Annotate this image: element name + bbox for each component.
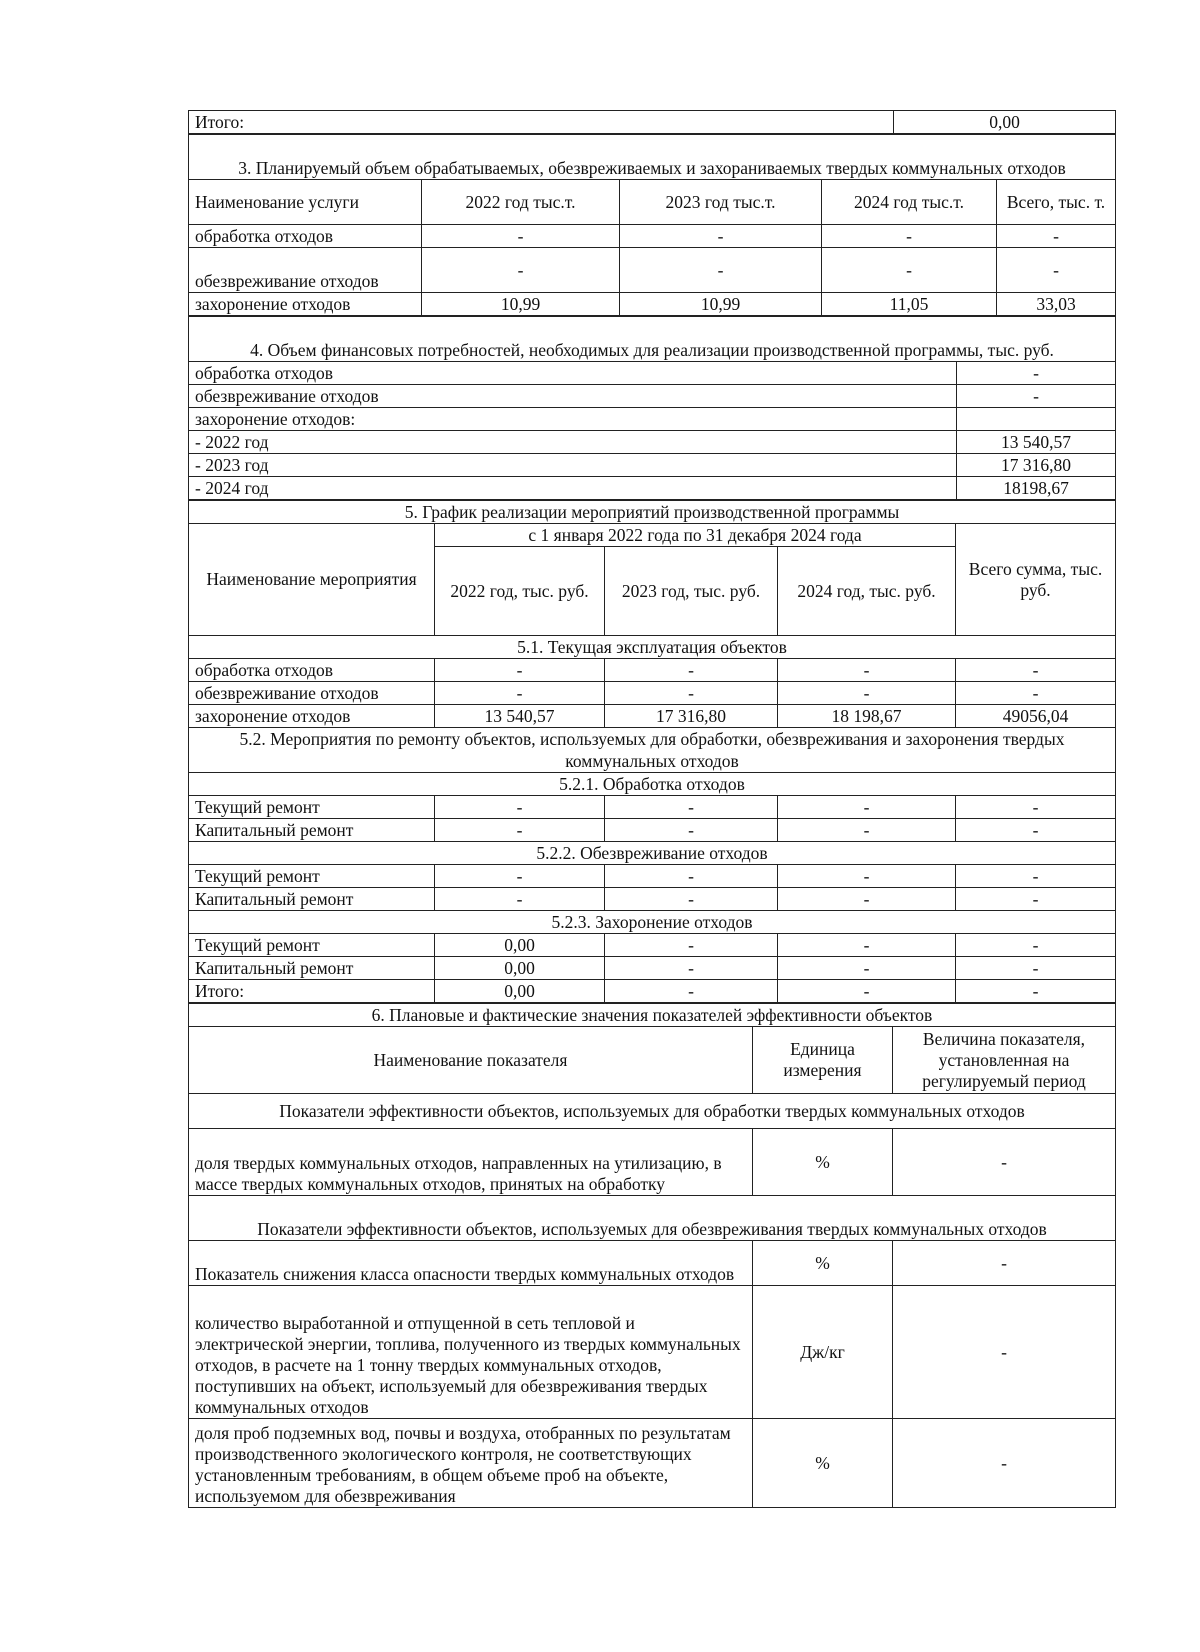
- table-row: [189, 957, 1116, 980]
- value-2023: -: [605, 980, 778, 1003]
- table-row: [189, 1241, 1116, 1286]
- value-2023: -: [620, 225, 822, 248]
- value-2024: -: [778, 957, 956, 980]
- section6-header-indicator: Наименование показателя: [189, 1027, 753, 1094]
- indicator-unit: %: [753, 1129, 893, 1196]
- value-2022: -: [435, 819, 605, 842]
- row-name: обработка отходов: [189, 225, 422, 248]
- value-2024: -: [822, 225, 997, 248]
- section6-title: 6. Плановые и фактические значения показателей эффективности объектов: [189, 1004, 1116, 1027]
- value-total: -: [956, 957, 1116, 980]
- section3-header-service: Наименование услуги: [189, 180, 422, 225]
- section52-title: 5.2. Мероприятия по ремонту объектов, используемых для обработки, обезвреживания и захоронения твердых коммунальных отходов: [189, 728, 1116, 773]
- table-row: [189, 1286, 1116, 1419]
- value-2023: -: [605, 934, 778, 957]
- row-name: захоронение отходов: [189, 293, 422, 316]
- document-page: [188, 110, 1115, 1508]
- table-row: [189, 705, 1116, 728]
- value-2024: -: [778, 980, 956, 1003]
- section3-title: 3. Планируемый объем обрабатываемых, обезвреживаемых и захораниваемых твердых коммунальных отходов: [189, 135, 1116, 180]
- section6-group2-title: Показатели эффективности объектов, используемых для обезвреживания твердых коммунальных отходов: [189, 1196, 1116, 1241]
- table-row: [189, 385, 1116, 408]
- row-name: Капитальный ремонт: [189, 819, 435, 842]
- value-2022: -: [422, 225, 620, 248]
- row-name: захоронение отходов: [189, 705, 435, 728]
- section5-header-2023: 2023 год, тыс. руб.: [605, 547, 778, 636]
- table-row: [189, 980, 1116, 1003]
- value-total: -: [956, 819, 1116, 842]
- row-value: 18198,67: [957, 477, 1116, 500]
- row-name: обработка отходов: [189, 659, 435, 682]
- value-2022: 10,99: [422, 293, 620, 316]
- indicator-name: Показатель снижения класса опасности твердых коммунальных отходов: [189, 1241, 753, 1286]
- value-total: -: [956, 682, 1116, 705]
- table-row: [189, 934, 1116, 957]
- indicator-value: -: [893, 1419, 1116, 1508]
- value-total: -: [956, 659, 1116, 682]
- value-2023: 17 316,80: [605, 705, 778, 728]
- value-total: -: [956, 865, 1116, 888]
- section51-title: 5.1. Текущая эксплуатация объектов: [189, 636, 1116, 659]
- table-row: [189, 865, 1116, 888]
- table-row: [189, 225, 1116, 248]
- row-name: захоронение отходов:: [189, 408, 957, 431]
- row-value: [957, 408, 1116, 431]
- value-2024: -: [778, 934, 956, 957]
- value-2024: -: [778, 659, 956, 682]
- section6-header-value: Величина показателя, установленная на регулируемый период: [893, 1027, 1116, 1094]
- value-2022: 13 540,57: [435, 705, 605, 728]
- value-2022: -: [435, 865, 605, 888]
- indicator-name: количество выработанной и отпущенной в сеть тепловой и электрической энергии, топлива, полученного из твердых коммунальных отходов, в расчете на 1 тонну твердых коммунальных отходов, поступивших на объект, используемый для обезвреживания твердых коммунальных отходов: [189, 1286, 753, 1419]
- table-row: [189, 1419, 1116, 1508]
- value-total: -: [956, 980, 1116, 1003]
- section6-table: [188, 1003, 1116, 1508]
- section522-title: 5.2.2. Обезвреживание отходов: [189, 842, 1116, 865]
- value-total: 33,03: [997, 293, 1116, 316]
- table-row: [189, 408, 1116, 431]
- table-row: [189, 682, 1116, 705]
- row-name: обезвреживание отходов: [189, 682, 435, 705]
- indicator-unit: Дж/кг: [753, 1286, 893, 1419]
- table-row: [189, 819, 1116, 842]
- row-name: Капитальный ремонт: [189, 888, 435, 911]
- section523-title: 5.2.3. Захоронение отходов: [189, 911, 1116, 934]
- top-total-value: 0,00: [894, 111, 1116, 134]
- indicator-value: -: [893, 1286, 1116, 1419]
- top-total-label: Итого:: [189, 111, 894, 134]
- section6-header-unit: Единица измерения: [753, 1027, 893, 1094]
- table-row: [189, 248, 1116, 293]
- table-row: [189, 454, 1116, 477]
- value-2022: -: [435, 659, 605, 682]
- row-name: обезвреживание отходов: [189, 248, 422, 293]
- table-row: [189, 293, 1116, 316]
- indicator-unit: %: [753, 1419, 893, 1508]
- value-2023: -: [620, 248, 822, 293]
- row-name: Текущий ремонт: [189, 796, 435, 819]
- value-2024: -: [778, 888, 956, 911]
- value-2024: -: [778, 865, 956, 888]
- indicator-name: доля твердых коммунальных отходов, направленных на утилизацию, в массе твердых коммунальных отходов, принятых на обработку: [189, 1129, 753, 1196]
- table-row: [189, 888, 1116, 911]
- value-2023: -: [605, 682, 778, 705]
- row-name: Итого:: [189, 980, 435, 1003]
- value-total: -: [956, 888, 1116, 911]
- section6-group1-title: Показатели эффективности объектов, используемых для обработки твердых коммунальных отходов: [189, 1094, 1116, 1129]
- section3-header-2024: 2024 год тыс.т.: [822, 180, 997, 225]
- value-total: -: [956, 796, 1116, 819]
- value-2022: 0,00: [435, 934, 605, 957]
- value-2023: -: [605, 819, 778, 842]
- section5-header-period: с 1 января 2022 года по 31 декабря 2024 года: [435, 524, 956, 547]
- section5-table: [188, 500, 1116, 1003]
- section5-header-2024: 2024 год, тыс. руб.: [778, 547, 956, 636]
- section5-header-2022: 2022 год, тыс. руб.: [435, 547, 605, 636]
- section5-header-total: Всего сумма, тыс. руб.: [956, 524, 1116, 636]
- row-name: Текущий ремонт: [189, 865, 435, 888]
- value-2023: 10,99: [620, 293, 822, 316]
- row-name: Капитальный ремонт: [189, 957, 435, 980]
- row-name: обработка отходов: [189, 362, 957, 385]
- section3-table: [188, 134, 1116, 316]
- value-2024: -: [778, 796, 956, 819]
- section5-title: 5. График реализации мероприятий производственной программы: [189, 501, 1116, 524]
- value-total: 49056,04: [956, 705, 1116, 728]
- value-2023: -: [605, 796, 778, 819]
- value-2024: -: [778, 682, 956, 705]
- section5-header-event: Наименование мероприятия: [189, 524, 435, 636]
- section3-header-total: Всего, тыс. т.: [997, 180, 1116, 225]
- value-2023: -: [605, 865, 778, 888]
- table-row: [189, 1129, 1116, 1196]
- value-2022: 0,00: [435, 957, 605, 980]
- value-2023: -: [605, 659, 778, 682]
- value-2023: -: [605, 957, 778, 980]
- table-row: [189, 659, 1116, 682]
- section4-title: 4. Объем финансовых потребностей, необходимых для реализации производственной программы, тыс. руб.: [189, 317, 1116, 362]
- value-total: -: [956, 934, 1116, 957]
- indicator-name: доля проб подземных вод, почвы и воздуха, отобранных по результатам производственного экологического контроля, не соответствующих установленным требованиям, в общем объеме проб на объекте, используемом для обезвреживания: [189, 1419, 753, 1508]
- row-name: - 2023 год: [189, 454, 957, 477]
- table-row: [189, 431, 1116, 454]
- value-2022: -: [435, 796, 605, 819]
- top-total-table: [188, 110, 1116, 134]
- indicator-unit: %: [753, 1241, 893, 1286]
- section4-table: [188, 316, 1116, 500]
- row-value: 13 540,57: [957, 431, 1116, 454]
- value-2024: -: [822, 248, 997, 293]
- row-name: - 2024 год: [189, 477, 957, 500]
- section521-title: 5.2.1. Обработка отходов: [189, 773, 1116, 796]
- row-name: - 2022 год: [189, 431, 957, 454]
- row-value: -: [957, 362, 1116, 385]
- value-2022: -: [435, 888, 605, 911]
- indicator-value: -: [893, 1129, 1116, 1196]
- table-row: [189, 796, 1116, 819]
- value-2023: -: [605, 888, 778, 911]
- value-total: -: [997, 248, 1116, 293]
- section3-header-2022: 2022 год тыс.т.: [422, 180, 620, 225]
- value-total: -: [997, 225, 1116, 248]
- value-2024: 11,05: [822, 293, 997, 316]
- section3-header-2023: 2023 год тыс.т.: [620, 180, 822, 225]
- row-name: обезвреживание отходов: [189, 385, 957, 408]
- table-row: [189, 477, 1116, 500]
- indicator-value: -: [893, 1241, 1116, 1286]
- row-value: -: [957, 385, 1116, 408]
- row-name: Текущий ремонт: [189, 934, 435, 957]
- value-2024: 18 198,67: [778, 705, 956, 728]
- value-2022: -: [435, 682, 605, 705]
- table-row: [189, 362, 1116, 385]
- value-2024: -: [778, 819, 956, 842]
- value-2022: 0,00: [435, 980, 605, 1003]
- row-value: 17 316,80: [957, 454, 1116, 477]
- value-2022: -: [422, 248, 620, 293]
